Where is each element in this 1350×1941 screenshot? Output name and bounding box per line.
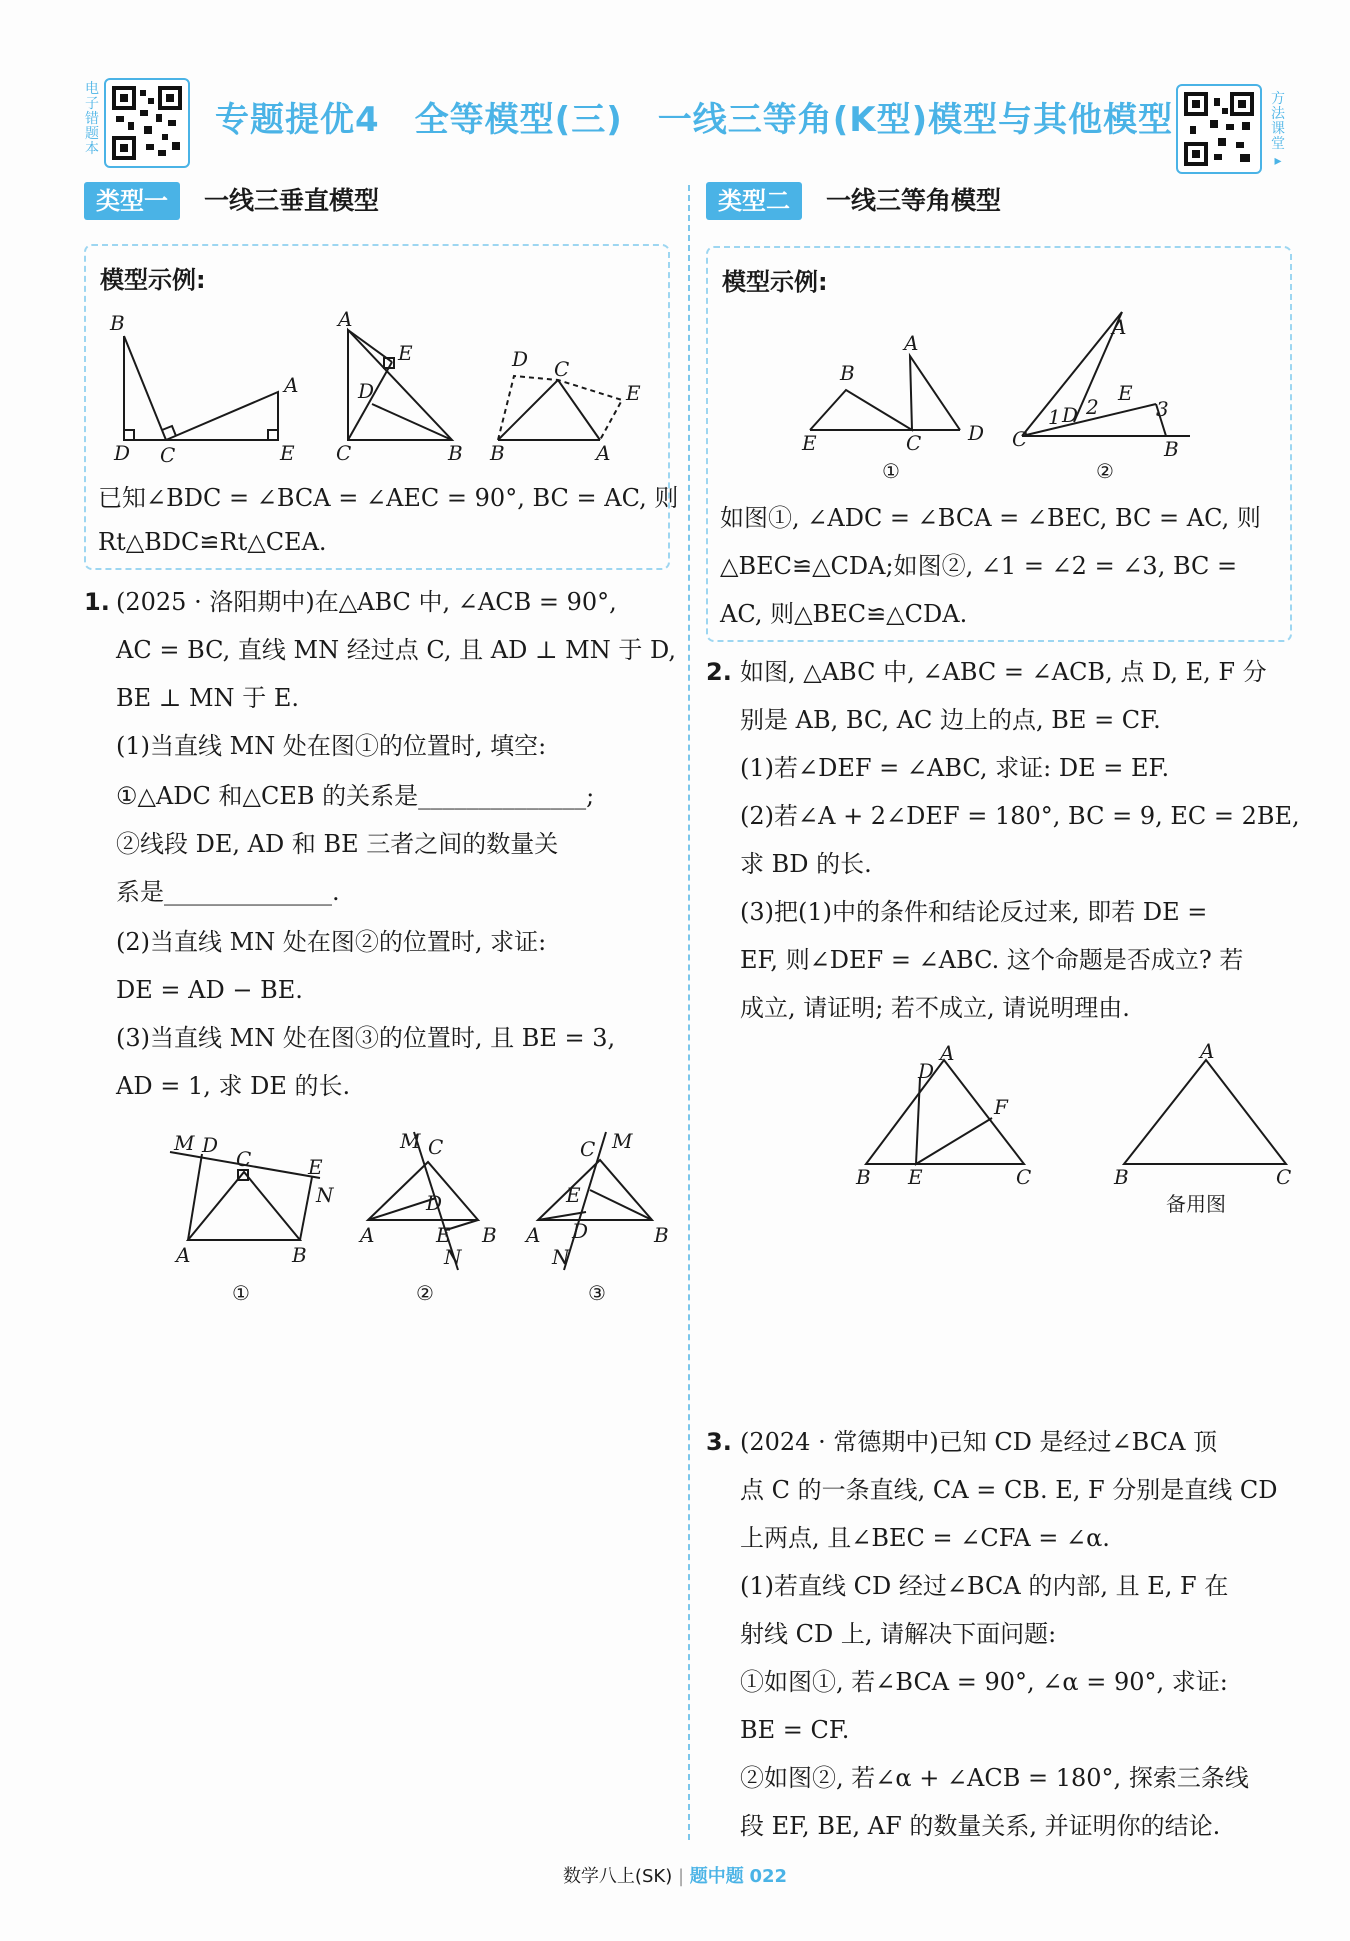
svg-text:D: D <box>572 1219 589 1243</box>
type1-model-figures <box>100 300 660 470</box>
svg-text:C: C <box>1276 1165 1292 1189</box>
svg-text:C: C <box>160 443 176 467</box>
column-divider <box>688 185 690 1840</box>
svg-text:C: C <box>236 1147 252 1171</box>
q1-figures <box>160 1130 670 1310</box>
q2-line-4: (2)若∠A + 2∠DEF = 180°, BC = 9, EC = 2BE, <box>740 802 1300 830</box>
svg-text:B: B <box>490 441 505 465</box>
type2-model-figures <box>800 300 1200 490</box>
q3-line-2: 点 C 的一条直线, CA = CB. E, F 分别是直线 CD <box>740 1476 1278 1504</box>
q1-line-1: (2025 · 洛阳期中)在△ABC 中, ∠ACB = 90°, <box>116 588 617 616</box>
q1-line-9: DE = AD − BE. <box>116 976 303 1004</box>
type2-tag: 类型二 <box>706 182 802 220</box>
svg-text:M: M <box>612 1130 633 1153</box>
q2-line-5: 求 BD 的长. <box>740 850 872 878</box>
svg-text:C: C <box>580 1137 596 1161</box>
svg-text:A: A <box>360 1223 375 1247</box>
type1-fig-a <box>124 336 278 440</box>
svg-text:A: A <box>176 1243 191 1267</box>
svg-text:D: D <box>426 1191 443 1215</box>
q1-line-5: ①△ADC 和△CEB 的关系是______________; <box>116 782 595 810</box>
svg-text:D: D <box>358 379 375 403</box>
right-qr-code[interactable] <box>1176 84 1262 174</box>
q3-line-5: 射线 CD 上, 请解决下面问题: <box>740 1620 1057 1648</box>
svg-text:1: 1 <box>1048 405 1061 429</box>
svg-text:A: A <box>904 331 919 355</box>
page-title: 专题提优4 全等模型(三) 一线三等角(K型)模型与其他模型 <box>215 100 1174 140</box>
left-qr-label: 电 子 错 题 本 <box>85 81 99 157</box>
q2-line-3: (1)若∠DEF = ∠ABC, 求证: DE = EF. <box>740 754 1170 782</box>
svg-text:E: E <box>908 1165 923 1189</box>
q2-number: 2. <box>706 658 732 686</box>
type2-fig-label-1: ① <box>882 459 900 483</box>
type2-box-text-1: 如图①, ∠ADC = ∠BCA = ∠BEC, BC = AC, 则 <box>720 504 1261 532</box>
svg-text:E: E <box>398 341 413 365</box>
left-qr-code[interactable] <box>104 78 190 168</box>
q2-line-7: EF, 则∠DEF = ∠ABC. 这个命题是否成立? 若 <box>740 946 1244 974</box>
type1-tag: 类型一 <box>84 182 180 220</box>
svg-text:D: D <box>114 441 131 465</box>
svg-text:B: B <box>292 1243 307 1267</box>
footer-series: 题中题 <box>689 1866 744 1887</box>
svg-text:C: C <box>336 441 352 465</box>
svg-text:B: B <box>448 441 463 465</box>
svg-text:B: B <box>1164 437 1179 461</box>
svg-text:N: N <box>444 1245 462 1269</box>
type2-box-text-2: △BEC≌△CDA;如图②, ∠1 = ∠2 = ∠3, BC = <box>720 552 1238 580</box>
type2-name: 一线三等角模型 <box>826 186 1002 215</box>
svg-text:N: N <box>316 1183 334 1207</box>
q1-fig-label-2: ② <box>416 1281 434 1305</box>
q3-line-6: ①如图①, 若∠BCA = 90°, ∠α = 90°, 求证: <box>740 1668 1228 1696</box>
q1-fig-label-1: ① <box>232 1281 250 1305</box>
svg-text:A: A <box>284 373 299 397</box>
svg-text:D: D <box>1062 403 1079 427</box>
q2-backup-label: 备用图 <box>1166 1192 1226 1216</box>
q2-line-8: 成立, 请证明; 若不成立, 请说明理由. <box>740 994 1130 1022</box>
q3-line-7: BE = CF. <box>740 1716 850 1744</box>
svg-text:A: A <box>940 1041 955 1065</box>
svg-text:B: B <box>482 1223 497 1247</box>
svg-text:E: E <box>436 1223 451 1247</box>
svg-text:A: A <box>338 307 353 331</box>
q1-line-3: BE ⊥ MN 于 E. <box>116 684 299 712</box>
right-qr-label: 方 法 课 堂 ▸ <box>1271 91 1285 169</box>
svg-text:B: B <box>654 1223 669 1247</box>
svg-text:B: B <box>840 361 855 385</box>
svg-text:B: B <box>1114 1165 1129 1189</box>
q2-line-1: 如图, △ABC 中, ∠ABC = ∠ACB, 点 D, E, F 分 <box>740 658 1267 686</box>
q3-line-3: 上两点, 且∠BEC = ∠CFA = ∠α. <box>740 1524 1110 1552</box>
svg-text:C: C <box>554 357 570 381</box>
type2-box-text-3: AC, 则△BEC≌△CDA. <box>720 600 968 628</box>
type2-fig-label-2: ② <box>1096 459 1114 483</box>
svg-text:D: D <box>202 1133 219 1157</box>
svg-text:C: C <box>1016 1165 1032 1189</box>
svg-text:A: A <box>1200 1040 1215 1063</box>
svg-text:F: F <box>994 1095 1008 1119</box>
footer-page-number: 022 <box>749 1866 788 1887</box>
q1-line-10: (3)当直线 MN 处在图③的位置时, 且 BE = 3, <box>116 1024 616 1052</box>
svg-text:A: A <box>596 441 611 465</box>
svg-text:E: E <box>1118 381 1133 405</box>
type1-fig-c <box>498 376 622 440</box>
type2-box-title: 模型示例: <box>722 268 828 296</box>
svg-text:A: A <box>526 1223 541 1247</box>
q1-line-4: (1)当直线 MN 处在图①的位置时, 填空: <box>116 732 547 760</box>
q1-line-7: 系是______________. <box>116 878 340 906</box>
q1-fig-label-3: ③ <box>588 1281 606 1305</box>
q1-line-8: (2)当直线 MN 处在图②的位置时, 求证: <box>116 928 547 956</box>
svg-text:C: C <box>1012 427 1028 451</box>
svg-text:B: B <box>856 1165 871 1189</box>
svg-text:2: 2 <box>1086 395 1099 419</box>
svg-text:E: E <box>626 381 641 405</box>
page-footer: 数学八上(SK) | 题中题 022 <box>562 1866 788 1887</box>
q3-number: 3. <box>706 1428 732 1456</box>
q3-line-4: (1)若直线 CD 经过∠BCA 的内部, 且 E, F 在 <box>740 1572 1229 1600</box>
svg-text:3: 3 <box>1156 397 1169 421</box>
svg-text:M: M <box>174 1131 195 1155</box>
svg-text:M: M <box>400 1130 421 1153</box>
q3-line-8: ②如图②, 若∠α + ∠ACB = 180°, 探索三条线 <box>740 1764 1249 1792</box>
svg-text:C: C <box>906 431 922 455</box>
svg-text:N: N <box>552 1245 570 1269</box>
type1-name: 一线三垂直模型 <box>204 186 380 215</box>
type1-box-text-1: 已知∠BDC = ∠BCA = ∠AEC = 90°, BC = AC, 则 <box>98 484 679 512</box>
svg-text:E: E <box>566 1183 581 1207</box>
q3-line-9: 段 EF, BE, AF 的数量关系, 并证明你的结论. <box>740 1812 1221 1840</box>
type1-box-text-2: Rt△BDC≌Rt△CEA. <box>98 528 327 556</box>
svg-text:D: D <box>918 1059 935 1083</box>
footer-book: 数学八上(SK) <box>562 1866 673 1887</box>
q1-number: 1. <box>84 588 110 616</box>
svg-text:E: E <box>802 431 817 455</box>
q2-line-6: (3)把(1)中的条件和结论反过来, 即若 DE = <box>740 898 1208 926</box>
svg-text:B: B <box>110 311 125 335</box>
q2-figures <box>850 1040 1300 1230</box>
svg-text:C: C <box>428 1135 444 1159</box>
q2-line-2: 别是 AB, BC, AC 边上的点, BE = CF. <box>740 706 1161 734</box>
q1-line-6: ②线段 DE, AD 和 BE 三者之间的数量关 <box>116 830 559 858</box>
q1-line-11: AD = 1, 求 DE 的长. <box>116 1072 351 1100</box>
svg-text:E: E <box>308 1155 323 1179</box>
svg-text:A: A <box>1112 315 1127 339</box>
svg-text:D: D <box>968 421 985 445</box>
svg-text:E: E <box>280 441 295 465</box>
play-icon: ▸ <box>1274 153 1282 169</box>
svg-text:D: D <box>512 347 529 371</box>
q3-line-1: (2024 · 常德期中)已知 CD 是经过∠BCA 顶 <box>740 1428 1218 1456</box>
q1-line-2: AC = BC, 直线 MN 经过点 C, 且 AD ⊥ MN 于 D, <box>116 636 677 664</box>
type1-box-title: 模型示例: <box>100 266 206 294</box>
